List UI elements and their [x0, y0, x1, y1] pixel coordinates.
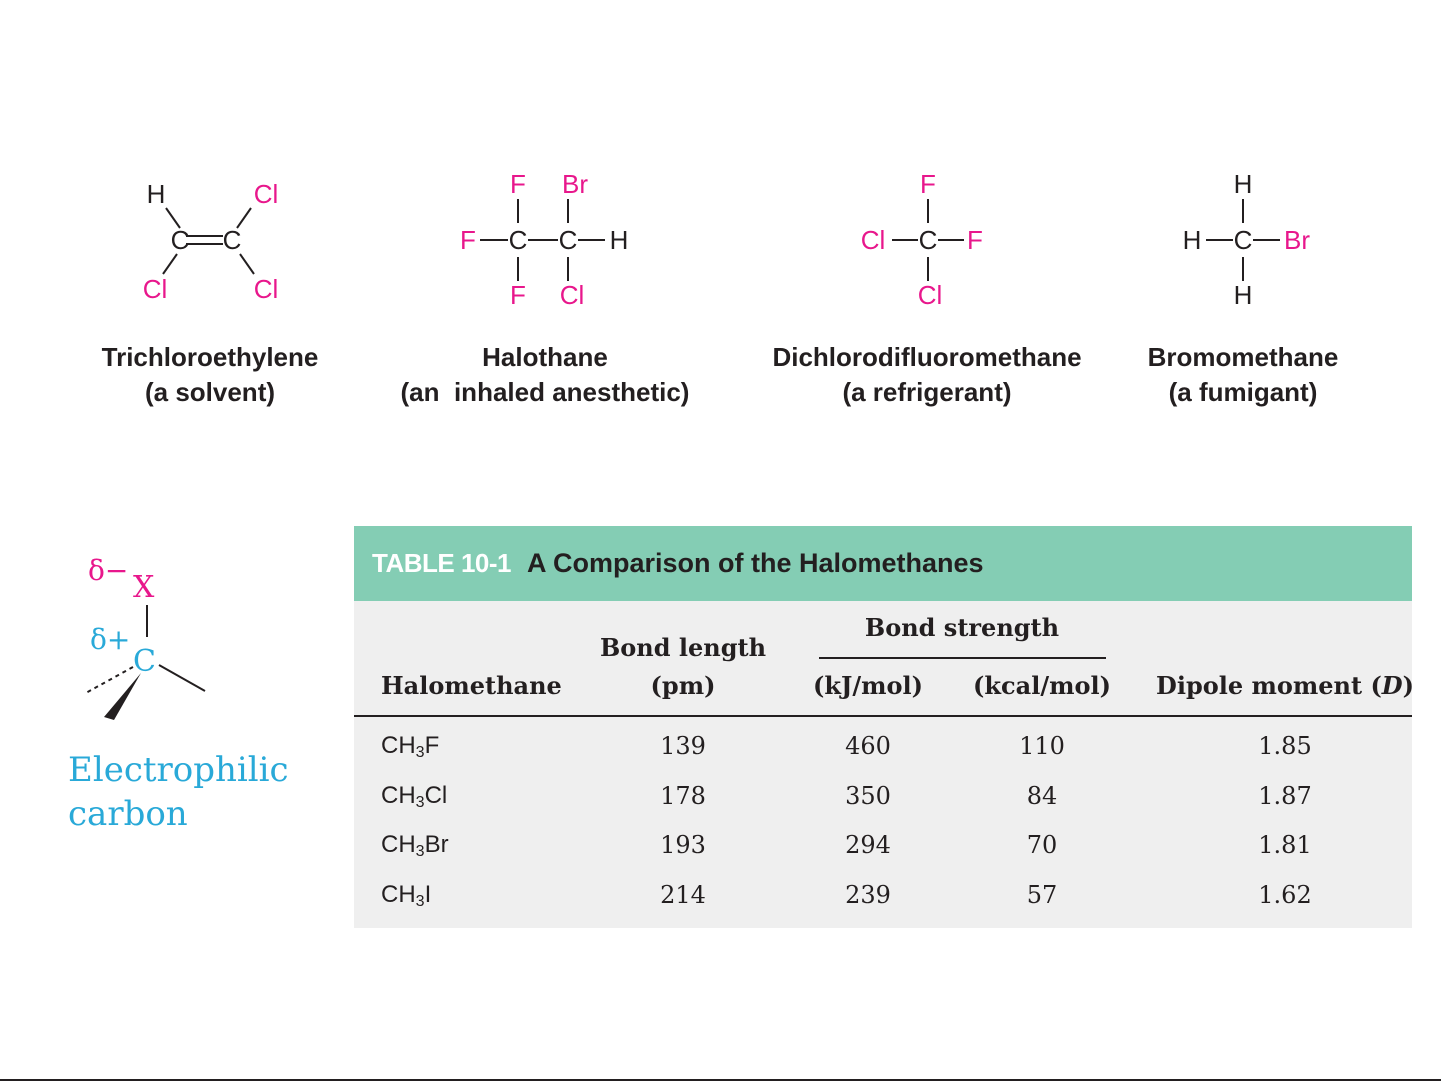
carbon-atom: C	[918, 225, 938, 255]
molecule-role: (a refrigerant)	[842, 377, 1012, 407]
carbon-atom: C	[133, 644, 156, 679]
label-line-1: Electrophilic	[68, 750, 289, 790]
formula-halogen: F	[424, 732, 440, 759]
bond-strength-rule	[819, 657, 1106, 659]
trichloroethylene-structure	[120, 170, 310, 310]
table-cell-dipole: 1.85	[1258, 732, 1312, 760]
fluorine-atom: F	[460, 225, 476, 255]
table-cell-dipole: 1.87	[1258, 782, 1312, 810]
halothane-caption	[380, 340, 710, 410]
chlorine-atom: Cl	[142, 274, 168, 304]
fluorine-atom: F	[967, 225, 983, 255]
column-header-kj: (kJ/mol)	[813, 671, 923, 700]
chlorine-atom: Cl	[917, 280, 943, 310]
table-cell-kj: 294	[845, 831, 891, 859]
table-title: A Comparison of the Halomethanes	[527, 548, 984, 578]
delta-plus-label: δ+	[90, 623, 131, 656]
column-header-halomethane: Halomethane	[381, 671, 562, 700]
molecule-role: (a solvent)	[144, 377, 276, 407]
table-caption-bar	[354, 526, 1412, 601]
bromine-atom: Br	[562, 169, 588, 199]
hashed-bond	[84, 667, 133, 694]
chlorine-atom: Cl	[253, 274, 279, 304]
bond-c-cl	[163, 254, 177, 274]
bromomethane-structure	[1170, 165, 1330, 315]
table-cell-kcal: 84	[1026, 782, 1058, 810]
column-header-bond-length-unit: (pm)	[650, 671, 716, 700]
bond-c-plain	[159, 665, 205, 691]
hydrogen-atom: H	[1182, 225, 1202, 255]
table-cell-bond-length: 214	[660, 881, 706, 909]
table-cell-kj: 239	[845, 881, 891, 909]
molecule-name: Dichlorodifluoromethane	[772, 342, 1082, 372]
dichlorodifluoromethane-caption	[752, 340, 1102, 410]
table-row-formula	[381, 881, 431, 911]
formula-subscript: 3	[415, 843, 425, 860]
carbon-atom: C	[170, 225, 190, 255]
chlorine-atom: Cl	[860, 225, 886, 255]
halomethanes-table	[354, 526, 1412, 928]
formula-prefix: CH	[381, 782, 416, 809]
table-row-formula	[381, 732, 439, 762]
fluorine-atom: F	[510, 169, 526, 199]
column-header-bond-strength: Bond strength	[864, 613, 1060, 642]
bromine-atom: Br	[1284, 225, 1310, 255]
formula-prefix: CH	[381, 732, 416, 759]
molecule-name: Trichloroethylene	[101, 342, 319, 372]
trichloroethylene-caption	[60, 340, 360, 410]
fluorine-atom: F	[510, 280, 526, 310]
table-cell-bond-length: 193	[660, 831, 706, 859]
table-cell-kj: 350	[845, 782, 891, 810]
electrophilic-carbon-label	[68, 748, 289, 836]
formula-prefix: CH	[381, 881, 416, 908]
molecule-name: Halothane	[482, 342, 608, 372]
column-header-bond-length: Bond length	[599, 633, 767, 662]
table-cell-kcal: 110	[1019, 732, 1065, 760]
dipole-unit-symbol: D	[1381, 671, 1403, 700]
carbon-atom: C	[508, 225, 528, 255]
column-header-kcal: (kcal/mol)	[973, 671, 1111, 700]
carbon-atom: C	[222, 225, 242, 255]
molecule-role: (a fumigant)	[1168, 377, 1318, 407]
table-cell-dipole: 1.62	[1258, 881, 1312, 909]
formula-prefix: CH	[381, 831, 416, 858]
column-header-dipole	[1156, 671, 1414, 700]
halogen-atom: X	[133, 570, 155, 605]
hydrogen-atom: H	[609, 225, 629, 255]
table-row-formula	[381, 831, 449, 861]
table-cell-bond-length: 139	[660, 732, 706, 760]
table-cell-kj: 460	[845, 732, 891, 760]
table-cell-kcal: 57	[1026, 881, 1058, 909]
formula-subscript: 3	[415, 794, 425, 811]
header-rule	[354, 715, 1412, 717]
halothane-structure	[450, 165, 640, 315]
molecule-name: Bromomethane	[1147, 342, 1339, 372]
formula-halogen: I	[424, 881, 432, 908]
formula-halogen: Br	[424, 831, 449, 858]
dipole-header-text: Dipole moment (	[1156, 671, 1382, 700]
molecule-role: (an inhaled anesthetic)	[400, 377, 690, 407]
table-number: TABLE 10-1	[372, 548, 511, 578]
hydrogen-atom: H	[1233, 280, 1253, 310]
electrophilic-carbon-diagram	[60, 545, 240, 735]
bromomethane-caption	[1113, 340, 1373, 410]
delta-minus-label: δ−	[88, 554, 129, 587]
fluorine-atom: F	[920, 169, 936, 199]
dipole-header-close: )	[1402, 671, 1414, 700]
hydrogen-atom: H	[1233, 169, 1253, 199]
table-row-formula	[381, 782, 447, 812]
table-cell-kcal: 70	[1026, 831, 1058, 859]
formula-subscript: 3	[415, 744, 425, 761]
chlorine-atom: Cl	[253, 179, 279, 209]
label-line-2: carbon	[68, 794, 188, 834]
formula-subscript: 3	[415, 893, 425, 910]
carbon-atom: C	[558, 225, 578, 255]
dichlorodifluoromethane-structure	[850, 165, 1000, 315]
table-cell-dipole: 1.81	[1258, 831, 1312, 859]
chlorine-atom: Cl	[559, 280, 585, 310]
carbon-atom: C	[1233, 225, 1253, 255]
formula-halogen: Cl	[424, 782, 448, 809]
bond-c-cl	[240, 254, 254, 274]
hydrogen-atom: H	[146, 179, 166, 209]
table-cell-bond-length: 178	[660, 782, 706, 810]
